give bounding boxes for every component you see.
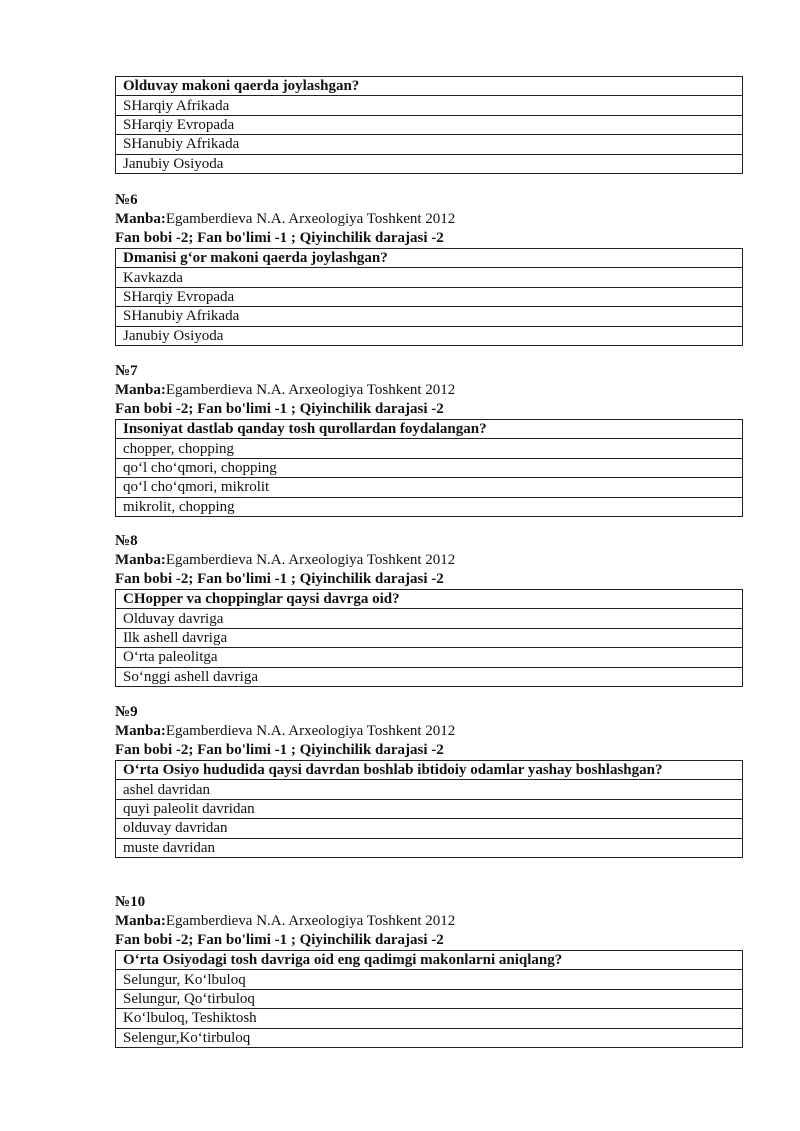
source-label: Manba: bbox=[115, 552, 166, 568]
answer-option: olduvay davridan bbox=[116, 819, 743, 838]
source-text: Egamberdieva N.A. Arxeologiya Toshkent 2012 bbox=[165, 211, 456, 227]
answer-option: qo‘l cho‘qmori, mikrolit bbox=[116, 478, 743, 497]
answer-option: Ko‘lbuloq, Teshiktosh bbox=[116, 1009, 743, 1028]
meta-line: Fan bobi -2; Fan bo'limi -1 ; Qiyinchilik darajasi -2 bbox=[115, 932, 444, 948]
answer-option: chopper, chopping bbox=[116, 439, 743, 458]
answer-option: SHanubiy Afrikada bbox=[116, 135, 743, 154]
source-line bbox=[115, 722, 743, 741]
question-number: №8 bbox=[115, 533, 138, 549]
question-block-10 bbox=[115, 893, 743, 1048]
question-table bbox=[115, 248, 743, 346]
question-block-9 bbox=[115, 703, 743, 858]
meta-line: Fan bobi -2; Fan bo'limi -1 ; Qiyinchilik darajasi -2 bbox=[115, 230, 444, 246]
question-number: №7 bbox=[115, 363, 138, 379]
source-text: Egamberdieva N.A. Arxeologiya Toshkent 2012 bbox=[165, 913, 456, 929]
question-block-7 bbox=[115, 362, 743, 517]
answer-option: SHarqiy Afrikada bbox=[116, 96, 743, 115]
answer-option: So‘nggi ashell davriga bbox=[116, 667, 743, 686]
source-label: Manba: bbox=[115, 913, 166, 929]
question-block-8 bbox=[115, 532, 743, 687]
answer-option: quyi paleolit davridan bbox=[116, 799, 743, 818]
answer-option: qo‘l cho‘qmori, chopping bbox=[116, 458, 743, 477]
source-line bbox=[115, 381, 743, 400]
answer-option: Selungur, Ko‘lbuloq bbox=[116, 970, 743, 989]
answer-option: Olduvay davriga bbox=[116, 609, 743, 628]
answer-option: Janubiy Osiyoda bbox=[116, 154, 743, 173]
question-text: O‘rta Osiyo hududida qaysi davrdan boshlab ibtidoiy odamlar yashay boshlashgan? bbox=[116, 761, 743, 780]
question-block-6 bbox=[115, 191, 743, 346]
answer-option: ashel davridan bbox=[116, 780, 743, 799]
question-table bbox=[115, 760, 743, 858]
source-line bbox=[115, 912, 743, 931]
answer-option: muste davridan bbox=[116, 838, 743, 857]
question-block-5 bbox=[115, 76, 743, 174]
question-text: O‘rta Osiyodagi tosh davriga oid eng qadimgi makonlarni aniqlang? bbox=[116, 951, 743, 970]
source-text: Egamberdieva N.A. Arxeologiya Toshkent 2012 bbox=[165, 382, 456, 398]
source-label: Manba: bbox=[115, 211, 166, 227]
question-table bbox=[115, 950, 743, 1048]
question-number: №10 bbox=[115, 894, 146, 910]
answer-option: SHanubiy Afrikada bbox=[116, 307, 743, 326]
question-text: CHopper va choppinglar qaysi davrga oid? bbox=[116, 590, 743, 609]
question-text: Insoniyat dastlab qanday tosh qurollardan foydalangan? bbox=[116, 420, 743, 439]
question-text: Dmanisi g‘or makoni qaerda joylashgan? bbox=[116, 249, 743, 268]
source-text: Egamberdieva N.A. Arxeologiya Toshkent 2012 bbox=[165, 552, 456, 568]
question-table bbox=[115, 419, 743, 517]
source-label: Manba: bbox=[115, 382, 166, 398]
answer-option: Selengur,Ko‘tirbuloq bbox=[116, 1028, 743, 1047]
meta-line: Fan bobi -2; Fan bo'limi -1 ; Qiyinchilik darajasi -2 bbox=[115, 401, 444, 417]
answer-option: SHarqiy Evropada bbox=[116, 115, 743, 134]
answer-option: Janubiy Osiyoda bbox=[116, 326, 743, 345]
answer-option: Selungur, Qo‘tirbuloq bbox=[116, 989, 743, 1008]
question-number: №6 bbox=[115, 192, 138, 208]
source-line bbox=[115, 551, 743, 570]
meta-line: Fan bobi -2; Fan bo'limi -1 ; Qiyinchilik darajasi -2 bbox=[115, 742, 444, 758]
source-label: Manba: bbox=[115, 723, 166, 739]
answer-option: Ilk ashell davriga bbox=[116, 628, 743, 647]
source-text: Egamberdieva N.A. Arxeologiya Toshkent 2012 bbox=[165, 723, 456, 739]
answer-option: mikrolit, chopping bbox=[116, 497, 743, 516]
answer-option: SHarqiy Evropada bbox=[116, 287, 743, 306]
answer-option: O‘rta paleolitga bbox=[116, 648, 743, 667]
question-table bbox=[115, 589, 743, 687]
question-text: Olduvay makoni qaerda joylashgan? bbox=[116, 77, 743, 96]
answer-option: Kavkazda bbox=[116, 268, 743, 287]
question-table bbox=[115, 76, 743, 174]
meta-line: Fan bobi -2; Fan bo'limi -1 ; Qiyinchilik darajasi -2 bbox=[115, 571, 444, 587]
source-line bbox=[115, 210, 743, 229]
question-number: №9 bbox=[115, 704, 138, 720]
